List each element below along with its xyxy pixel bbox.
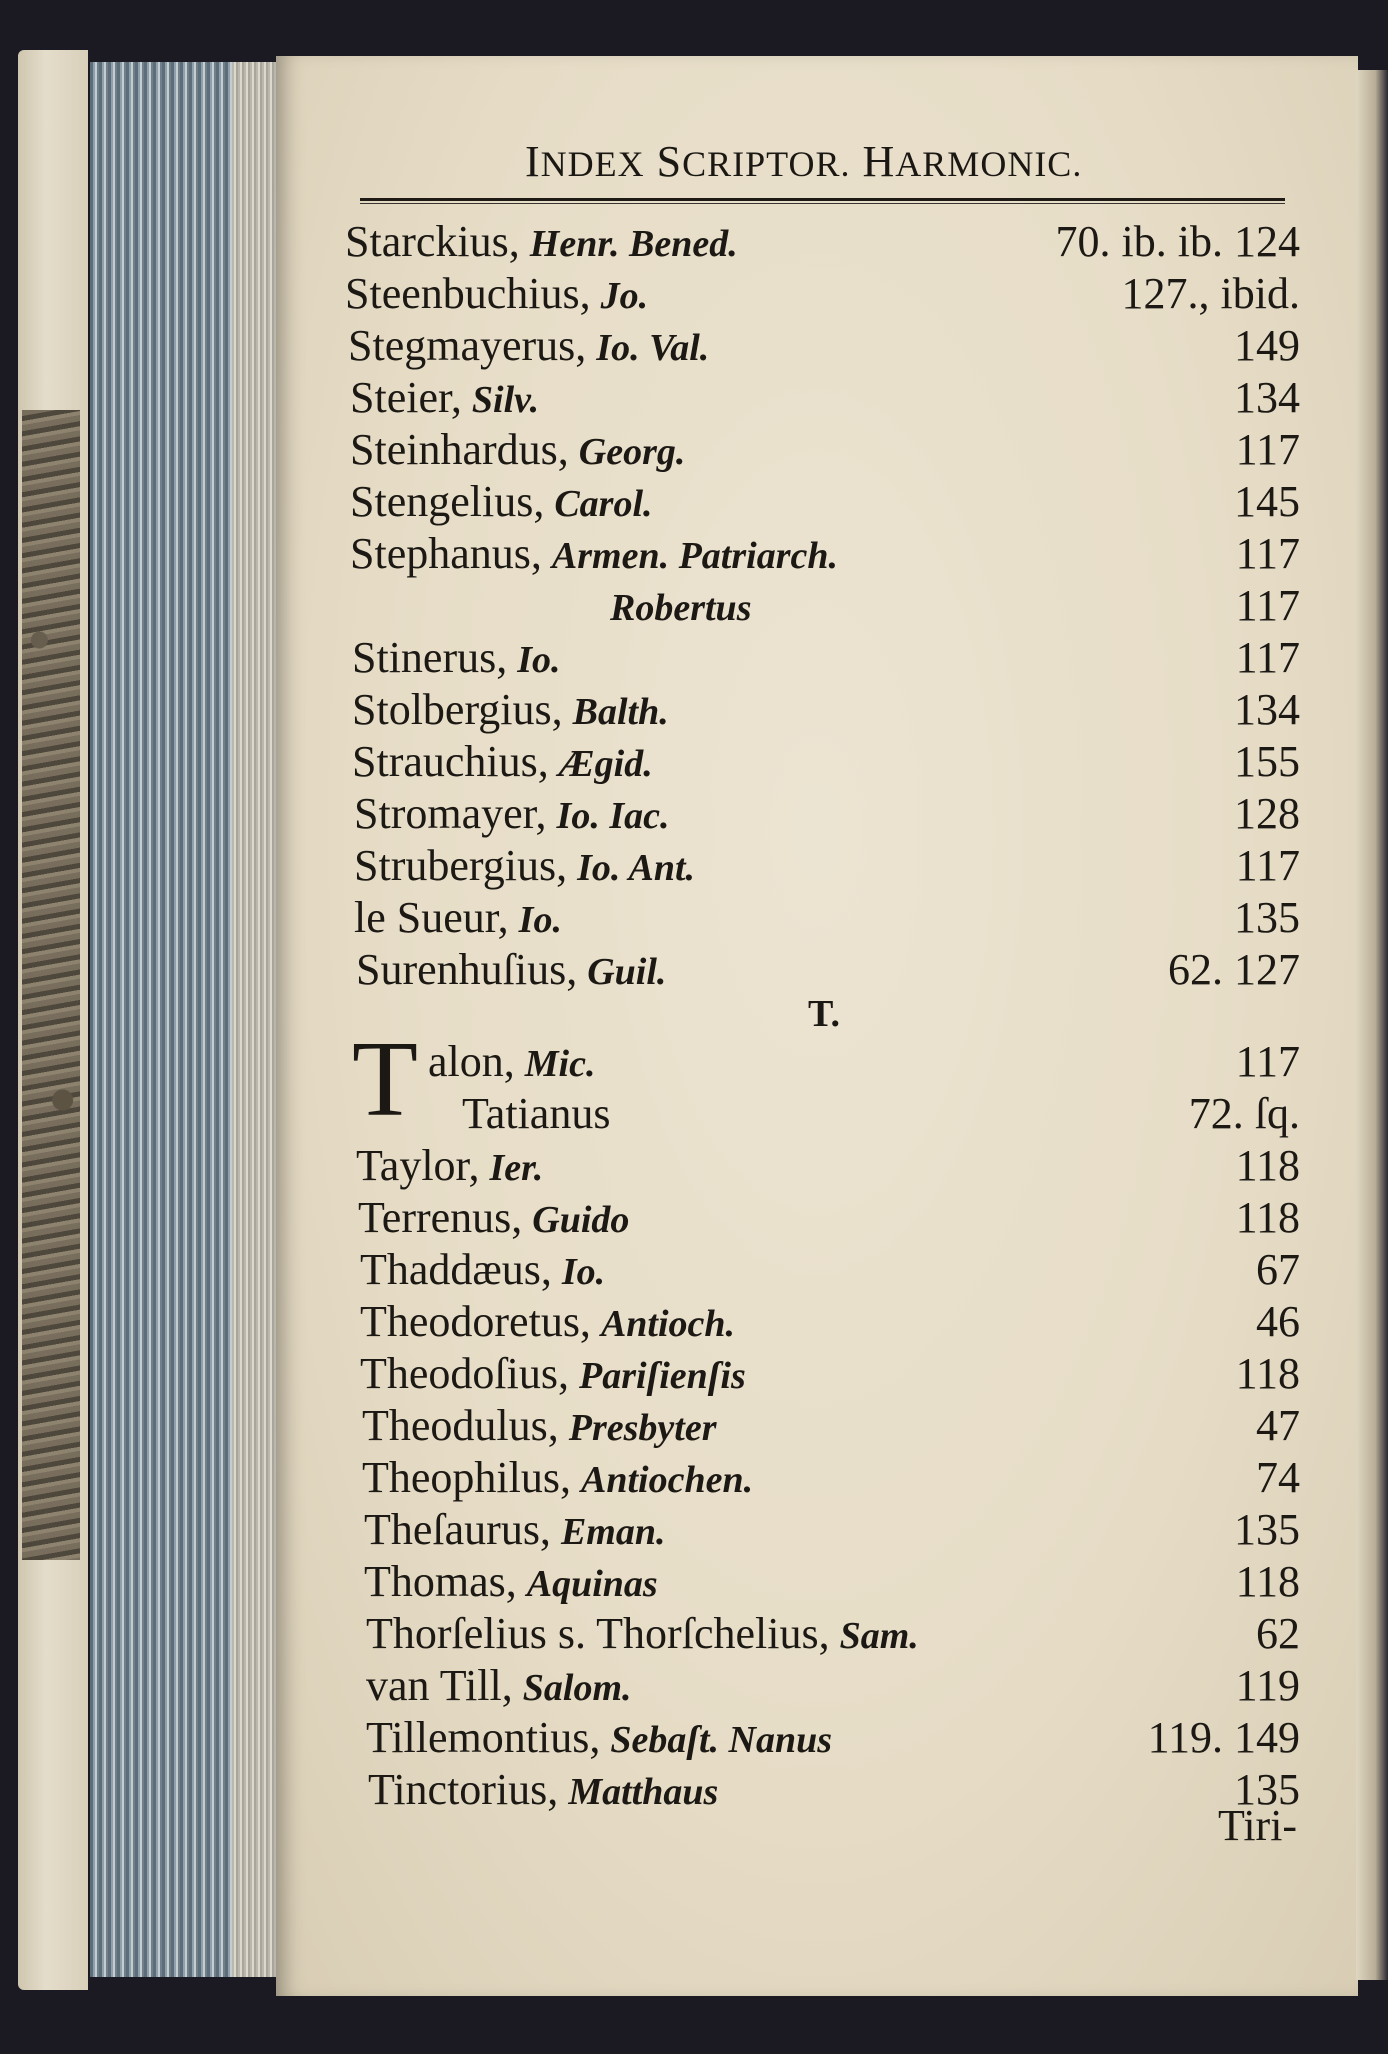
index-entry: Stengelius, Carol. [350,477,653,526]
page-ref: 67 [1256,1245,1300,1294]
catchword: Tiri- [1218,1801,1298,1850]
header-rule-thin [360,203,1285,204]
page-edges-inner [232,62,278,1977]
running-header: INDEX SCRIPTOR. HARMONIC. [525,137,1083,186]
page-ref: 118 [1235,1349,1300,1398]
page-ref: 149 [1234,321,1300,370]
index-entry: Thorſelius s. Thorſchelius, Sam. [366,1609,919,1658]
page-ref: 74 [1256,1453,1300,1502]
page-ref: 118 [1235,1557,1300,1606]
page-ref: 135 [1234,1505,1300,1554]
marbled-cover [22,410,80,1560]
page-ref: 72. ſq. [1188,1089,1300,1138]
index-entry: Steenbuchius, Jo. [345,269,649,318]
index-entry: Steinhardus, Georg. [350,425,686,474]
index-entry: Theodulus, Presbyter [362,1401,717,1450]
page-ref: 62. 127 [1168,945,1300,994]
page-ref: 62 [1256,1609,1300,1658]
index-entry: Starckius, Henr. Bened. [345,217,738,266]
page-ref: 127., ibid. [1121,269,1300,318]
page-ref: 119. 149 [1147,1713,1300,1762]
index-entry: Tillemontius, Sebaſt. Nanus [366,1713,833,1762]
page-ref: 117 [1235,633,1300,682]
index-entry: Strauchius, Ægid. [352,737,653,786]
index-entry: Theophilus, Antiochen. [362,1453,754,1502]
index-entry: Theodoretus, Antioch. [360,1297,736,1346]
index-entry: Steier, Silv. [350,373,540,422]
page-ref: 135 [1234,893,1300,942]
page-ref: 47 [1256,1401,1300,1450]
drop-cap: T [352,1020,418,1139]
index-entry: Thaddæus, Io. [360,1245,606,1294]
page-ref: 134 [1234,373,1300,422]
index-entry: Theodoſius, Pariſienſis [360,1349,746,1398]
page-ref: 70. ib. ib. 124 [1055,217,1300,266]
index-entry: le Sueur, Io. [354,893,562,942]
header-rule [360,198,1285,201]
index-entry: Taylor, Ier. [356,1141,544,1190]
index-entry: Surenhuſius, Guil. [356,945,667,994]
index-entry: alon, Mic. [428,1037,596,1086]
page-ref: 46 [1256,1297,1300,1346]
index-entry: Stephanus, Armen. Patriarch. [350,529,838,578]
page-ref: 155 [1234,737,1300,786]
page-right-edge [1356,70,1388,1980]
page-ref: 117 [1235,841,1300,890]
index-entry: Thomas, Aquinas [364,1557,658,1606]
index-entry: Tatianus [462,1089,611,1138]
page-ref: 128 [1234,789,1300,838]
page-ref: 117 [1235,529,1300,578]
page-ref: 134 [1234,685,1300,734]
index-entry: Robertus [610,587,752,629]
page-ref: 145 [1234,477,1300,526]
index-entry: Stolbergius, Balth. [352,685,669,734]
page-ref: 117 [1235,581,1300,630]
page-ref: 118 [1235,1141,1300,1190]
page-ref: 135 [1234,1765,1300,1814]
index-entry: Terrenus, Guido [358,1193,630,1242]
index-entry: Stromayer, Io. Iac. [354,789,670,838]
section-letter: T. [808,993,841,1035]
index-entry: van Till, Salom. [366,1661,632,1710]
page-ref: 119 [1235,1661,1300,1710]
index-entry: Stinerus, Io. [352,633,561,682]
index-entry: Stegmayerus, Io. Val. [348,321,710,370]
page-ref: 117 [1235,425,1300,474]
page-ref: 118 [1235,1193,1300,1242]
index-entry: Strubergius, Io. Ant. [354,841,696,890]
index-entry: Theſaurus, Eman. [364,1505,666,1554]
index-entry: Tinctorius, Matthaus [368,1765,719,1814]
page-ref: 117 [1235,1037,1300,1086]
